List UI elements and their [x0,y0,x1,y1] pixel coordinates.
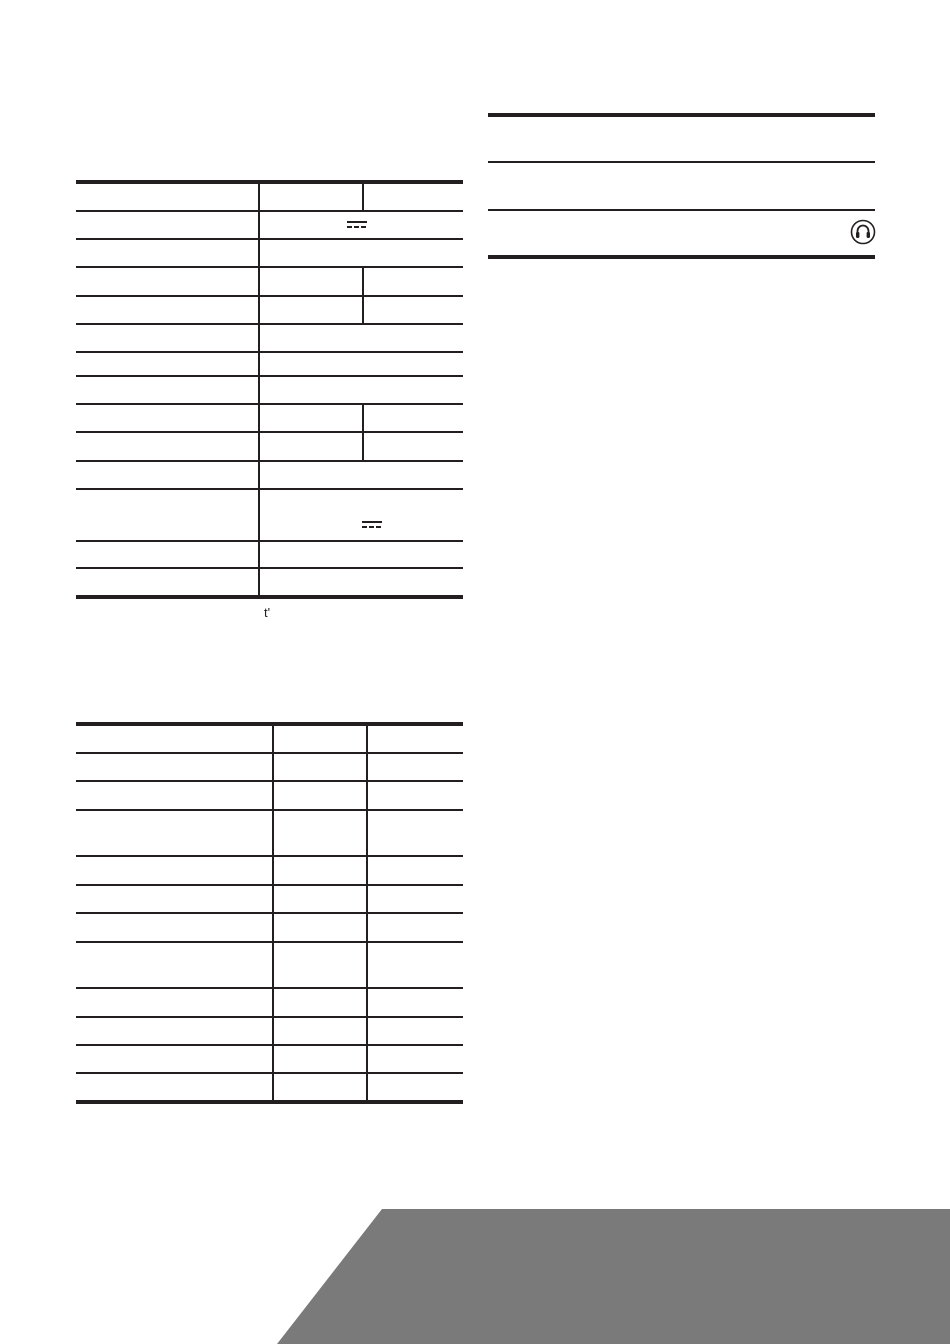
table1-footnote-mark: t' [264,605,271,620]
